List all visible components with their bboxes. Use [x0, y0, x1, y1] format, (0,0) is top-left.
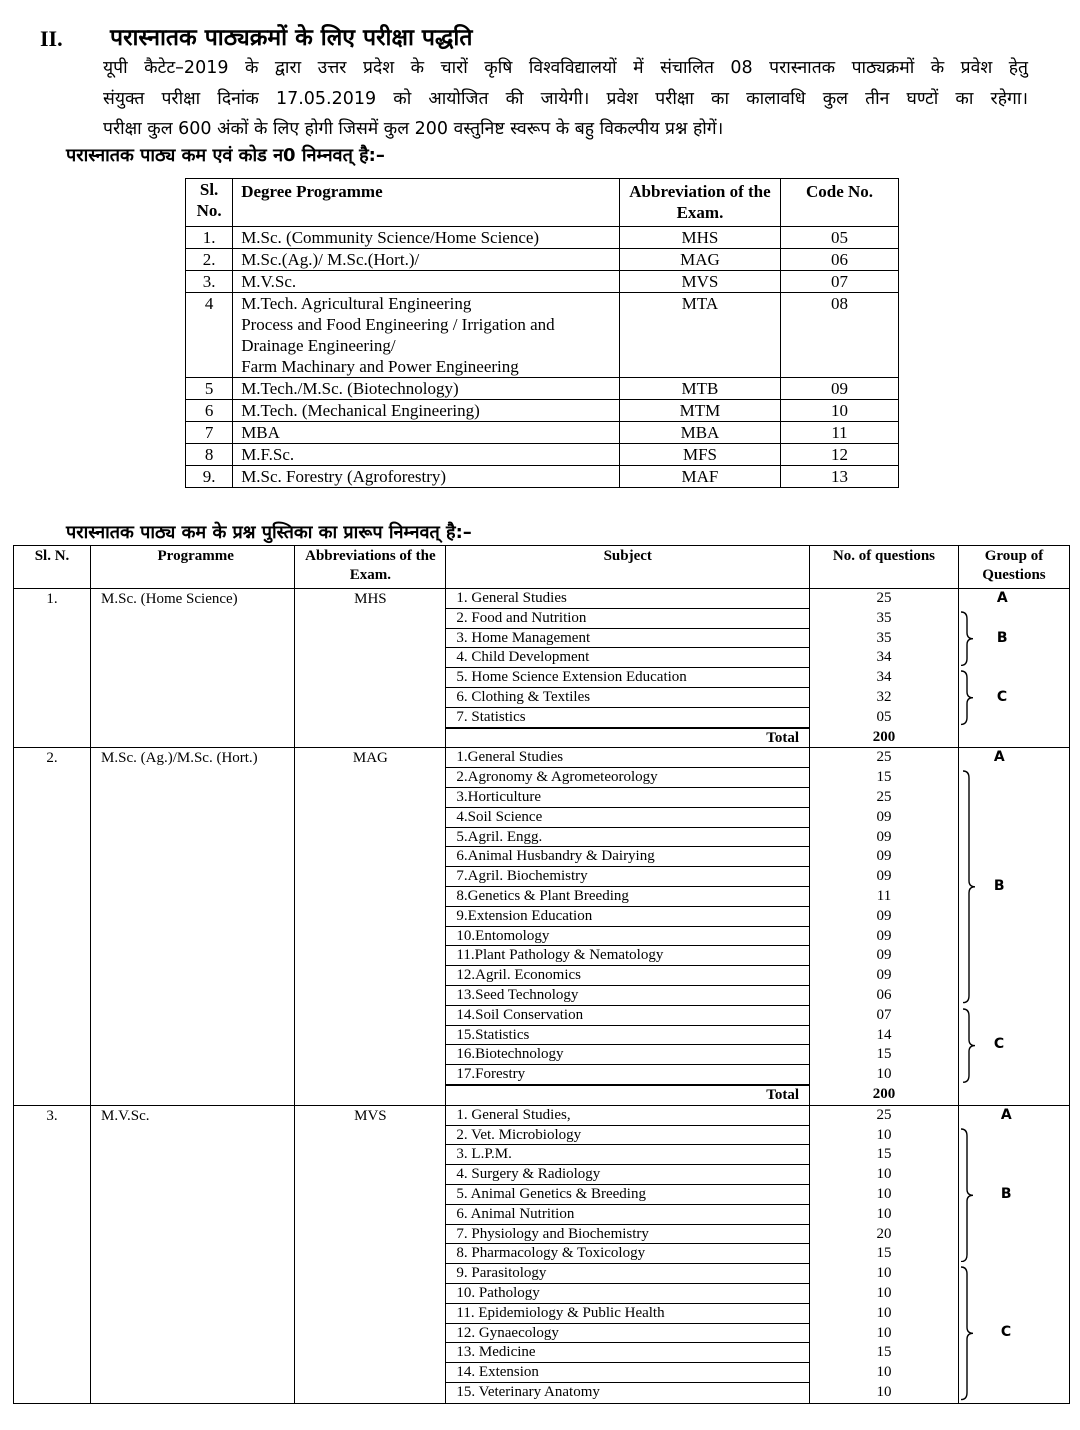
- question-count: 15: [876, 769, 892, 786]
- cell-abbr: MTM: [619, 400, 780, 422]
- questions-cell: [810, 1105, 959, 1403]
- programme-codes-table: [185, 178, 899, 488]
- question-count: 09: [876, 907, 892, 924]
- programme-codes-subheading: परास्नातक पाठ्य कम एवं कोड न0 निम्नवत् है:–: [66, 145, 385, 166]
- programme-row-mhs: [14, 589, 1070, 748]
- group-label: C: [993, 1036, 1005, 1053]
- groups-cell: [958, 589, 1069, 748]
- cell-programme: M.Sc. (Ag.)/M.Sc. (Hort.): [91, 748, 295, 1105]
- degree-line: Process and Food Engineering / Irrigation and: [241, 315, 555, 334]
- subject-item: 14.Soil Conservation: [446, 1006, 809, 1026]
- question-count: 09: [876, 828, 892, 845]
- question-count: 10: [876, 1265, 892, 1282]
- header-group-of-questions: Group of Questions: [958, 546, 1069, 589]
- cell-sl: 3.: [186, 271, 233, 293]
- cell-sl: 3.: [14, 1105, 91, 1403]
- cell-code: 08: [781, 293, 899, 378]
- subject-item: 3. Home Management: [446, 629, 809, 649]
- table-row: [186, 271, 899, 293]
- group-label: C: [1000, 1324, 1012, 1341]
- subject-item: 11. Epidemiology & Public Health: [446, 1304, 809, 1324]
- cell-programme: M.Sc. (Home Science): [91, 589, 295, 748]
- table-row: [186, 400, 899, 422]
- subject-item: 4. Child Development: [446, 648, 809, 668]
- subject-item: 1. General Studies,: [446, 1106, 809, 1126]
- subject-item: 10.Entomology: [446, 927, 809, 947]
- header-programme: Programme: [91, 546, 295, 589]
- cell-sl: 7: [186, 422, 233, 444]
- question-count: 09: [876, 808, 892, 825]
- question-count: 14: [876, 1026, 892, 1043]
- header-degree-programme: Degree Programme: [233, 179, 620, 227]
- subject-item: 13. Medicine: [446, 1343, 809, 1363]
- cell-abbr: MTA: [619, 293, 780, 378]
- question-count: 20: [876, 1225, 892, 1242]
- question-count: 25: [876, 1106, 892, 1123]
- group-brace: [959, 670, 975, 725]
- cell-degree: M.Sc. (Community Science/Home Science): [233, 227, 620, 249]
- group-label: A: [993, 749, 1005, 766]
- cell-sl: 9.: [186, 466, 233, 488]
- group-brace: [961, 1008, 977, 1083]
- cell-abbr: MVS: [295, 1105, 446, 1403]
- question-count: 10: [876, 1126, 892, 1143]
- subject-item: 6.Animal Husbandry & Dairying: [446, 847, 809, 867]
- question-count: 09: [876, 967, 892, 984]
- question-count: 10: [876, 1304, 892, 1321]
- groups-cell: [958, 1105, 1069, 1403]
- section-number: II.: [40, 26, 63, 51]
- cell-degree: M.Sc.(Ag.)/ M.Sc.(Hort.)/: [233, 249, 620, 271]
- subject-item: 7. Physiology and Biochemistry: [446, 1225, 809, 1245]
- header-abbreviations: Abbreviations of the Exam.: [295, 546, 446, 589]
- degree-line: Drainage Engineering/: [241, 336, 396, 355]
- question-count: 10: [876, 1205, 892, 1222]
- table-row: [186, 227, 899, 249]
- subject-item: 4. Surgery & Radiology: [446, 1165, 809, 1185]
- subject-item: 1.General Studies: [446, 748, 809, 768]
- question-count: 15: [876, 1344, 892, 1361]
- programme-row-mvs: [14, 1105, 1070, 1403]
- question-count: 10: [876, 1185, 892, 1202]
- question-count: 25: [876, 590, 892, 606]
- cell-code: 12: [781, 444, 899, 466]
- header-code-no: Code No.: [781, 179, 899, 227]
- cell-degree: [233, 293, 620, 378]
- question-count: 10: [876, 1166, 892, 1183]
- subject-item: 8.Genetics & Plant Breeding: [446, 887, 809, 907]
- table-header-row: [14, 546, 1070, 589]
- question-count: 35: [876, 629, 892, 646]
- subjects-cell: [446, 1105, 810, 1403]
- total-label: Total: [446, 1085, 809, 1105]
- question-count: 10: [876, 1284, 892, 1301]
- subject-item: 13.Seed Technology: [446, 986, 809, 1006]
- table-header-row: [186, 179, 899, 227]
- cell-degree: M.F.Sc.: [233, 444, 620, 466]
- question-count: 15: [876, 1046, 892, 1063]
- question-count: 25: [876, 788, 892, 805]
- subject-item: 12.Agril. Economics: [446, 966, 809, 986]
- header-no-of-questions: No. of questions: [810, 546, 959, 589]
- group-brace: [959, 1266, 975, 1401]
- cell-code: 10: [781, 400, 899, 422]
- intro-line-1: यूपी कैटेट–2019 के द्वारा उत्तर प्रदेश के चारों कृषि विश्वविद्यालयों में संचालित 08 परास्नातक पाठ्यक्रमों के प्रवेश हेतु: [103, 58, 1028, 78]
- question-count: 11: [876, 887, 892, 904]
- subject-item: 6. Animal Nutrition: [446, 1205, 809, 1225]
- subjects-cell: [446, 589, 810, 748]
- table-row: [186, 378, 899, 400]
- question-count: 10: [876, 1324, 892, 1341]
- cell-code: 13: [781, 466, 899, 488]
- question-count: 32: [876, 688, 892, 705]
- question-count: 35: [876, 609, 892, 626]
- subject-item: 9. Parasitology: [446, 1264, 809, 1284]
- intro-line-3: परीक्षा कुल 600 अंकों के लिए होगी जिसमें कुल 200 वस्तुनिष्ट स्वरूप के बहु विकल्पीय प्रश्न होगें।: [103, 119, 724, 139]
- table-row: [186, 444, 899, 466]
- subject-item: 17.Forestry: [446, 1065, 809, 1085]
- question-count: 09: [876, 947, 892, 964]
- questions-cell: [810, 589, 959, 748]
- cell-abbr: MBA: [619, 422, 780, 444]
- header-sl-n: Sl. N.: [14, 546, 91, 589]
- subject-item: 2. Food and Nutrition: [446, 609, 809, 629]
- subject-item: 5.Agril. Engg.: [446, 828, 809, 848]
- group-label: A: [996, 589, 1008, 606]
- cell-sl: 5: [186, 378, 233, 400]
- subject-item: 2.Agronomy & Agrometeorology: [446, 768, 809, 788]
- group-label: A: [1000, 1106, 1012, 1123]
- cell-sl: 6: [186, 400, 233, 422]
- degree-line: M.Tech. Agricultural Engineering: [241, 294, 472, 313]
- cell-abbr: MHS: [619, 227, 780, 249]
- cell-code: 11: [781, 422, 899, 444]
- subject-item: 14. Extension: [446, 1363, 809, 1383]
- cell-sl: 2.: [186, 249, 233, 271]
- groups-cell: [958, 748, 1069, 1105]
- question-count: 07: [876, 1006, 892, 1023]
- cell-abbr: MVS: [619, 271, 780, 293]
- section-title: परास्नातक पाठ्यक्रमों के लिए परीक्षा पद्धति: [110, 25, 473, 51]
- group-brace: [959, 611, 975, 666]
- cell-degree: M.Tech./M.Sc. (Biotechnology): [233, 378, 620, 400]
- total-value: 200: [872, 1085, 896, 1102]
- subject-item: 4.Soil Science: [446, 808, 809, 828]
- total-label: Total: [446, 728, 809, 748]
- subject-item: 9.Extension Education: [446, 907, 809, 927]
- question-count: 09: [876, 868, 892, 885]
- group-label: B: [996, 629, 1008, 646]
- intro-line-2: संयुक्त परीक्षा दिनांक 17.05.2019 को आयोजित की जायेगी। प्रवेश परीक्षा का कालावधि कुल तीन घण्टों का रहेगा।: [103, 89, 1028, 109]
- table-row: [186, 466, 899, 488]
- subject-item: 1. General Studies: [446, 589, 809, 609]
- question-count: 09: [876, 927, 892, 944]
- question-count: 10: [876, 1383, 892, 1400]
- cell-code: 07: [781, 271, 899, 293]
- cell-degree: M.V.Sc.: [233, 271, 620, 293]
- question-count: 05: [876, 708, 892, 725]
- table-row: [186, 249, 899, 271]
- cell-programme: M.V.Sc.: [91, 1105, 295, 1403]
- question-count: 10: [876, 1364, 892, 1381]
- cell-abbr: MHS: [295, 589, 446, 748]
- cell-sl: 1.: [14, 589, 91, 748]
- header-subject: Subject: [446, 546, 810, 589]
- degree-line: Farm Machinary and Power Engineering: [241, 357, 519, 376]
- cell-sl: 4: [186, 293, 233, 378]
- subject-item: 5. Home Science Extension Education: [446, 668, 809, 688]
- cell-code: 09: [781, 378, 899, 400]
- header-abbreviation: Abbreviation of the Exam.: [619, 179, 780, 227]
- subjects-cell: [446, 748, 810, 1105]
- group-brace: [961, 770, 977, 1004]
- question-count: 06: [876, 986, 892, 1003]
- group-label: B: [993, 877, 1005, 894]
- programme-row-mag: [14, 748, 1070, 1105]
- cell-abbr: MAG: [295, 748, 446, 1105]
- subject-item: 15. Veterinary Anatomy: [456, 1383, 600, 1400]
- subject-item: 16.Biotechnology: [446, 1045, 809, 1065]
- question-count: 34: [876, 649, 892, 666]
- subject-item: 8. Pharmacology & Toxicology: [446, 1244, 809, 1264]
- cell-degree: MBA: [233, 422, 620, 444]
- question-count: 25: [876, 749, 892, 766]
- group-label: C: [996, 688, 1008, 705]
- subject-item: 15.Statistics: [446, 1026, 809, 1046]
- subject-item: 3. L.P.M.: [446, 1145, 809, 1165]
- group-label: B: [1000, 1185, 1012, 1202]
- question-count: 15: [876, 1146, 892, 1163]
- subject-item: 7.Agril. Biochemistry: [446, 867, 809, 887]
- cell-sl: 1.: [186, 227, 233, 249]
- question-count: 09: [876, 848, 892, 865]
- cell-degree: M.Tech. (Mechanical Engineering): [233, 400, 620, 422]
- cell-abbr: MAF: [619, 466, 780, 488]
- question-count: 34: [876, 669, 892, 686]
- group-brace: [959, 1128, 975, 1263]
- subject-item: 11.Plant Pathology & Nematology: [446, 946, 809, 966]
- cell-abbr: MFS: [619, 444, 780, 466]
- question-count: 15: [876, 1245, 892, 1262]
- cell-abbr: MTB: [619, 378, 780, 400]
- subject-item: 10. Pathology: [446, 1284, 809, 1304]
- cell-sl: 2.: [14, 748, 91, 1105]
- subject-item: 7. Statistics: [446, 708, 809, 728]
- subject-item: 5. Animal Genetics & Breeding: [446, 1185, 809, 1205]
- subject-item: 6. Clothing & Textiles: [446, 688, 809, 708]
- header-sl-no: Sl. No.: [186, 179, 233, 227]
- cell-sl: 8: [186, 444, 233, 466]
- cell-code: 06: [781, 249, 899, 271]
- cell-abbr: MAG: [619, 249, 780, 271]
- table-row: [186, 293, 899, 378]
- cell-code: 05: [781, 227, 899, 249]
- table-row: [186, 422, 899, 444]
- cell-degree: M.Sc. Forestry (Agroforestry): [233, 466, 620, 488]
- question-booklet-table: [13, 545, 1070, 1404]
- questions-cell: [810, 748, 959, 1105]
- subject-item: 2. Vet. Microbiology: [446, 1126, 809, 1146]
- total-value: 200: [872, 728, 896, 745]
- subject-item: 3.Horticulture: [446, 788, 809, 808]
- question-count: 10: [876, 1066, 892, 1083]
- subject-item: 12. Gynaecology: [446, 1324, 809, 1344]
- question-booklet-subheading: परास्नातक पाठ्य कम के प्रश्न पुस्तिका का प्रारूप निम्नवत् है:–: [66, 522, 472, 543]
